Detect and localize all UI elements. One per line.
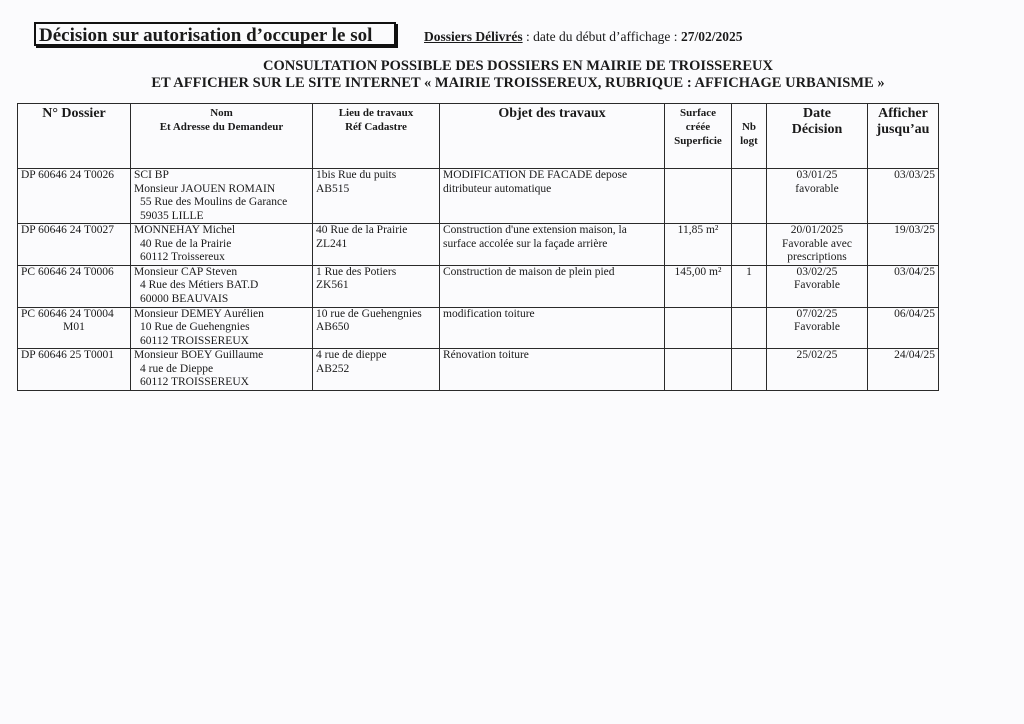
- cell-dossier: DP 60646 25 T0001: [18, 349, 131, 391]
- cell-demandeur: MONNEHAY Michel 40 Rue de la Prairie 60112 Troissereux: [131, 224, 313, 266]
- cell-nb-logt: [732, 224, 767, 266]
- col-surface: Surface créée Superficie: [665, 104, 732, 169]
- cell-surface: [665, 349, 732, 391]
- cell-afficher: 06/04/25: [868, 307, 939, 349]
- cell-lieu: 40 Rue de la Prairie ZL241: [313, 224, 440, 266]
- cell-decision: 20/01/2025 Favorable avec prescriptions: [767, 224, 868, 266]
- table-row: [18, 349, 939, 391]
- col-afficher: Afficher jusqu’au: [868, 104, 939, 169]
- cell-objet: Rénovation toiture: [440, 349, 665, 391]
- cell-lieu: 1bis Rue du puits AB515: [313, 169, 440, 224]
- cell-objet: modification toiture: [440, 307, 665, 349]
- website-headline: ET AFFICHER SUR LE SITE INTERNET « MAIRIE TROISSEREUX, RUBRIQUE : AFFICHAGE URBANISME »: [151, 75, 885, 91]
- cell-objet: Construction de maison de plein pied: [440, 265, 665, 307]
- cell-lieu: 4 rue de dieppe AB252: [313, 349, 440, 391]
- cell-decision: 25/02/25: [767, 349, 868, 391]
- table-header-row: [18, 104, 939, 169]
- delivered-line: [424, 29, 742, 45]
- cell-afficher: 03/04/25: [868, 265, 939, 307]
- cell-afficher: 03/03/25: [868, 169, 939, 224]
- cell-dossier: DP 60646 24 T0027: [18, 224, 131, 266]
- cell-afficher: 24/04/25: [868, 349, 939, 391]
- table-row: [18, 169, 939, 224]
- cell-nb-logt: 1: [732, 265, 767, 307]
- cell-surface: [665, 169, 732, 224]
- cell-decision: 07/02/25 Favorable: [767, 307, 868, 349]
- document-title: Décision sur autorisation d’occuper le sol: [34, 22, 396, 46]
- cell-lieu: 1 Rue des Potiers ZK561: [313, 265, 440, 307]
- delivered-label: Dossiers Délivrés: [424, 29, 523, 44]
- col-dossier: N° Dossier: [18, 104, 131, 169]
- cell-demandeur: Monsieur CAP Steven 4 Rue des Métiers BAT.D 60000 BEAUVAIS: [131, 265, 313, 307]
- cell-demandeur: SCI BP Monsieur JAOUEN ROMAIN 55 Rue des Moulins de Garance 59035 LILLE: [131, 169, 313, 224]
- display-start-date: 27/02/2025: [680, 29, 743, 44]
- table-row: [18, 224, 939, 266]
- col-date-decision: Date Décision: [767, 104, 868, 169]
- delivered-text: : date du début d’affichage :: [522, 29, 681, 44]
- cell-demandeur: Monsieur BOEY Guillaume 4 rue de Dieppe 60112 TROISSEREUX: [131, 349, 313, 391]
- col-nom: Nom Et Adresse du Demandeur: [131, 104, 313, 169]
- cell-surface: 145,00 m²: [665, 265, 732, 307]
- cell-nb-logt: [732, 349, 767, 391]
- cell-decision: 03/01/25 favorable: [767, 169, 868, 224]
- cell-demandeur: Monsieur DEMEY Aurélien 10 Rue de Guehengnies 60112 TROISSEREUX: [131, 307, 313, 349]
- permits-table: [17, 103, 939, 391]
- cell-nb-logt: [732, 307, 767, 349]
- cell-lieu: 10 rue de Guehengnies AB650: [313, 307, 440, 349]
- cell-decision: 03/02/25 Favorable: [767, 265, 868, 307]
- table-row: [18, 307, 939, 349]
- cell-afficher: 19/03/25: [868, 224, 939, 266]
- cell-objet: Construction d'une extension maison, la surface accolée sur la façade arrière: [440, 224, 665, 266]
- cell-dossier: PC 60646 24 T0004 M01: [18, 307, 131, 349]
- col-objet: Objet des travaux: [440, 104, 665, 169]
- cell-dossier: PC 60646 24 T0006: [18, 265, 131, 307]
- cell-objet: MODIFICATION DE FACADE depose ditributeur automatique: [440, 169, 665, 224]
- table-row: [18, 265, 939, 307]
- col-lieu: Lieu de travaux Réf Cadastre: [313, 104, 440, 169]
- cell-surface: [665, 307, 732, 349]
- cell-surface: 11,85 m²: [665, 224, 732, 266]
- cell-dossier: DP 60646 24 T0026: [18, 169, 131, 224]
- consultation-headline: CONSULTATION POSSIBLE DES DOSSIERS EN MAIRIE DE TROISSEREUX: [263, 58, 773, 74]
- cell-nb-logt: [732, 169, 767, 224]
- col-nb-logt: Nb logt: [732, 104, 767, 169]
